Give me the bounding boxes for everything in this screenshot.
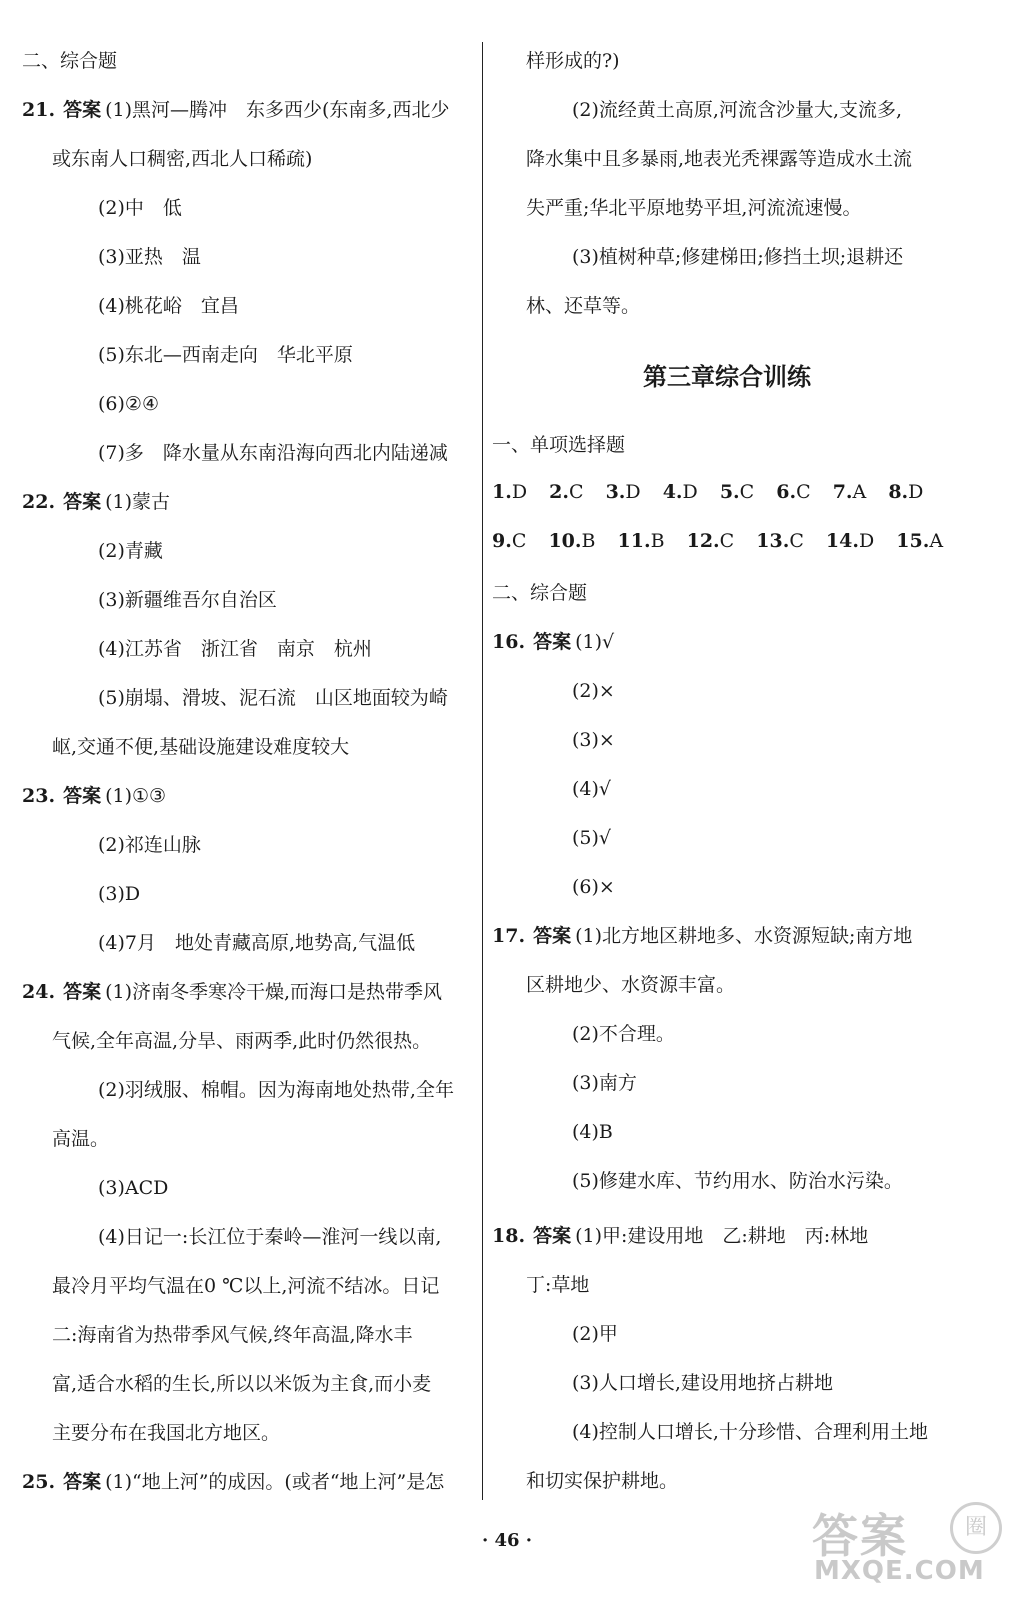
answer-label: 答案 (63, 1471, 102, 1493)
answer-label: 答案 (533, 925, 572, 947)
section-header: 一、单项选择题 (492, 434, 626, 456)
mc-choice: D (682, 481, 698, 503)
mc-number: 6. (776, 481, 797, 503)
watermark-text: 答案 (812, 1509, 908, 1563)
chapter-title: 第三章综合训练 (643, 363, 811, 391)
answer-line: (2)青藏 (98, 540, 163, 562)
answer-line: 主要分布在我国北方地区。 (52, 1422, 281, 1444)
mc-choice: C (568, 481, 584, 503)
answer-line (22, 1469, 444, 1495)
mc-answer-row (492, 479, 939, 505)
answer-line (22, 783, 166, 809)
mc-number: 10. (548, 530, 582, 552)
mc-number: 7. (832, 481, 853, 503)
mc-choice: D (511, 481, 528, 503)
mc-answer (492, 528, 526, 554)
answer-line: (5)修建水库、节约用水、防治水污染。 (572, 1170, 903, 1192)
mc-choice: A (929, 530, 944, 552)
mc-choice: C (789, 530, 804, 552)
answer-line: (3)南方 (572, 1072, 637, 1094)
mc-choice: C (739, 481, 755, 503)
mc-number: 3. (605, 481, 626, 503)
answer-line: (2)流经黄土高原,河流含沙量大,支流多, (572, 99, 903, 121)
question-number: 22. (22, 491, 56, 513)
answer-line: 林、还草等。 (526, 295, 641, 317)
answer-line: (4)B (572, 1121, 613, 1143)
mc-answer (606, 479, 641, 505)
question-number: 23. (22, 785, 56, 807)
answer-line: (3)亚热 温 (98, 246, 201, 268)
answer-line (492, 629, 614, 655)
mc-answer (776, 479, 810, 505)
question-number: 18. (492, 1225, 526, 1247)
answer-line: 降水集中且多暴雨,地表光秃裸露等造成水土流 (526, 148, 913, 170)
answer-line: (2)羽绒服、棉帽。因为海南地处热带,全年 (98, 1079, 454, 1101)
answer-line: (3)D (98, 883, 141, 905)
mc-number: 13. (756, 530, 790, 552)
section-header: 二、综合题 (492, 582, 588, 604)
answer-line: (3)植树种草;修建梯田;修挡土坝;退耕还 (572, 246, 904, 268)
answer-line: (2)× (572, 680, 615, 702)
answer-line: (2)祁连山脉 (98, 834, 201, 856)
answer-line: (3)× (572, 729, 615, 751)
mc-number: 2. (549, 481, 569, 503)
answer-line: (5)崩塌、滑坡、泥石流 山区地面较为崎 (98, 687, 448, 709)
answer-line: 二:海南省为热带季风气候,终年高温,降水丰 (52, 1324, 413, 1346)
answer-line: (4)7月 地处青藏高原,地势高,气温低 (98, 932, 416, 954)
answer-line: (2)甲 (572, 1323, 618, 1345)
answer-line: 富,适合水稻的生长,所以以米饭为主食,而小麦 (52, 1373, 432, 1395)
answer-label: 答案 (63, 785, 102, 807)
mc-number: 9. (492, 530, 512, 552)
answer-line: (3)ACD (98, 1177, 169, 1199)
mc-answer (833, 479, 867, 505)
mc-choice: B (581, 530, 596, 552)
answer-line: (4)日记一:长江位于秦岭—淮河一线以南, (98, 1226, 442, 1248)
mc-answer (896, 528, 943, 554)
answer-line: 高温。 (52, 1128, 110, 1150)
answer-line: (4)√ (572, 778, 612, 800)
mc-number: 14. (825, 530, 859, 552)
mc-number: 15. (896, 530, 930, 552)
mc-answer (663, 479, 698, 505)
answer-label: 答案 (63, 981, 102, 1003)
answer-line: (6)②④ (98, 393, 159, 415)
answer-line: (4)控制人口增长,十分珍惜、合理利用土地 (572, 1421, 928, 1443)
section-header: 二、综合题 (22, 50, 118, 72)
answer-line: (7)多 降水量从东南沿海向西北内陆递减 (98, 442, 448, 464)
mc-number: 8. (888, 481, 909, 503)
answer-line: (5)东北—西南走向 华北平原 (98, 344, 353, 366)
answer-line: (3)人口增长,建设用地挤占耕地 (572, 1372, 833, 1394)
mc-answer (687, 528, 735, 554)
answer-line: (4)江苏省 浙江省 南京 杭州 (98, 638, 372, 660)
mc-number: 1. (492, 481, 512, 503)
mc-answer (549, 479, 583, 505)
answer-line (492, 1223, 868, 1249)
mc-answer (826, 528, 874, 554)
watermark-domain: MXQE.COM (814, 1556, 985, 1586)
answer-line: (4)桃花峪 宜昌 (98, 295, 239, 317)
answer-line: 岖,交通不便,基础设施建设难度较大 (52, 736, 350, 758)
mc-choice: D (625, 481, 641, 503)
answer-text: (1)蒙古 (105, 491, 170, 513)
answer-text: (1)√ (575, 631, 615, 653)
page-number: · 46 · (481, 1530, 533, 1551)
mc-answer (720, 479, 754, 505)
answer-label: 答案 (63, 99, 102, 121)
mc-answer (548, 528, 595, 554)
mc-number: 11. (617, 530, 651, 552)
answer-line (492, 923, 912, 949)
answer-text: (1)济南冬季寒冷干燥,而海口是热带季风 (105, 981, 443, 1003)
mc-choice: C (796, 481, 811, 503)
watermark-stamp-icon: 圈 (950, 1502, 1002, 1554)
answer-line: 丁:草地 (526, 1274, 590, 1296)
answer-line: (3)新疆维吾尔自治区 (98, 589, 277, 611)
mc-answer (492, 479, 527, 505)
answer-line: 和切实保护耕地。 (526, 1470, 679, 1492)
mc-number: 5. (719, 481, 740, 503)
answer-line: 最冷月平均气温在0 ℃以上,河流不结冰。日记 (52, 1275, 440, 1297)
answer-line: (6)× (572, 876, 615, 898)
mc-answer (618, 528, 665, 554)
answer-label: 答案 (63, 491, 102, 513)
answer-label: 答案 (533, 631, 572, 653)
mc-choice: A (852, 481, 867, 503)
answer-line: 气候,全年高温,分旱、雨两季,此时仍然很热。 (52, 1030, 432, 1052)
answer-line: 样形成的?) (526, 50, 620, 72)
mc-choice: C (511, 530, 527, 552)
answer-text: (1)黑河—腾冲 东多西少(东南多,西北少 (105, 99, 450, 121)
answer-label: 答案 (533, 1225, 572, 1247)
question-number: 24. (22, 981, 56, 1003)
mc-answer (756, 528, 804, 554)
question-number: 21. (22, 99, 56, 121)
mc-number: 4. (662, 481, 683, 503)
question-number: 16. (492, 631, 526, 653)
answer-line (22, 489, 170, 515)
answer-text: (1)“地上河”的成因。(或者“地上河”是怎 (105, 1471, 445, 1493)
column-divider (482, 42, 483, 1500)
mc-choice: D (858, 530, 875, 552)
watermark-logo (812, 1496, 1002, 1596)
answer-line (22, 979, 442, 1005)
answer-text: (1)北方地区耕地多、水资源短缺;南方地 (575, 925, 913, 947)
answer-text: (1)①③ (105, 785, 167, 807)
mc-number: 12. (686, 530, 720, 552)
mc-answer (888, 479, 923, 505)
answer-line: (2)中 低 (98, 197, 182, 219)
mc-choice: B (650, 530, 665, 552)
answer-line: 失严重;华北平原地势平坦,河流流速慢。 (526, 197, 862, 219)
question-number: 17. (492, 925, 526, 947)
mc-choice: D (908, 481, 924, 503)
answer-line: 区耕地少、水资源丰富。 (526, 974, 736, 996)
answer-line (22, 97, 449, 123)
answer-text: (1)甲:建设用地 乙:耕地 丙:林地 (575, 1225, 869, 1247)
question-number: 25. (22, 1471, 56, 1493)
answer-line: (2)不合理。 (572, 1023, 675, 1045)
mc-answer-row (492, 528, 959, 554)
answer-line: (5)√ (572, 827, 612, 849)
answer-line: 或东南人口稠密,西北人口稀疏) (52, 148, 313, 170)
mc-choice: C (719, 530, 735, 552)
